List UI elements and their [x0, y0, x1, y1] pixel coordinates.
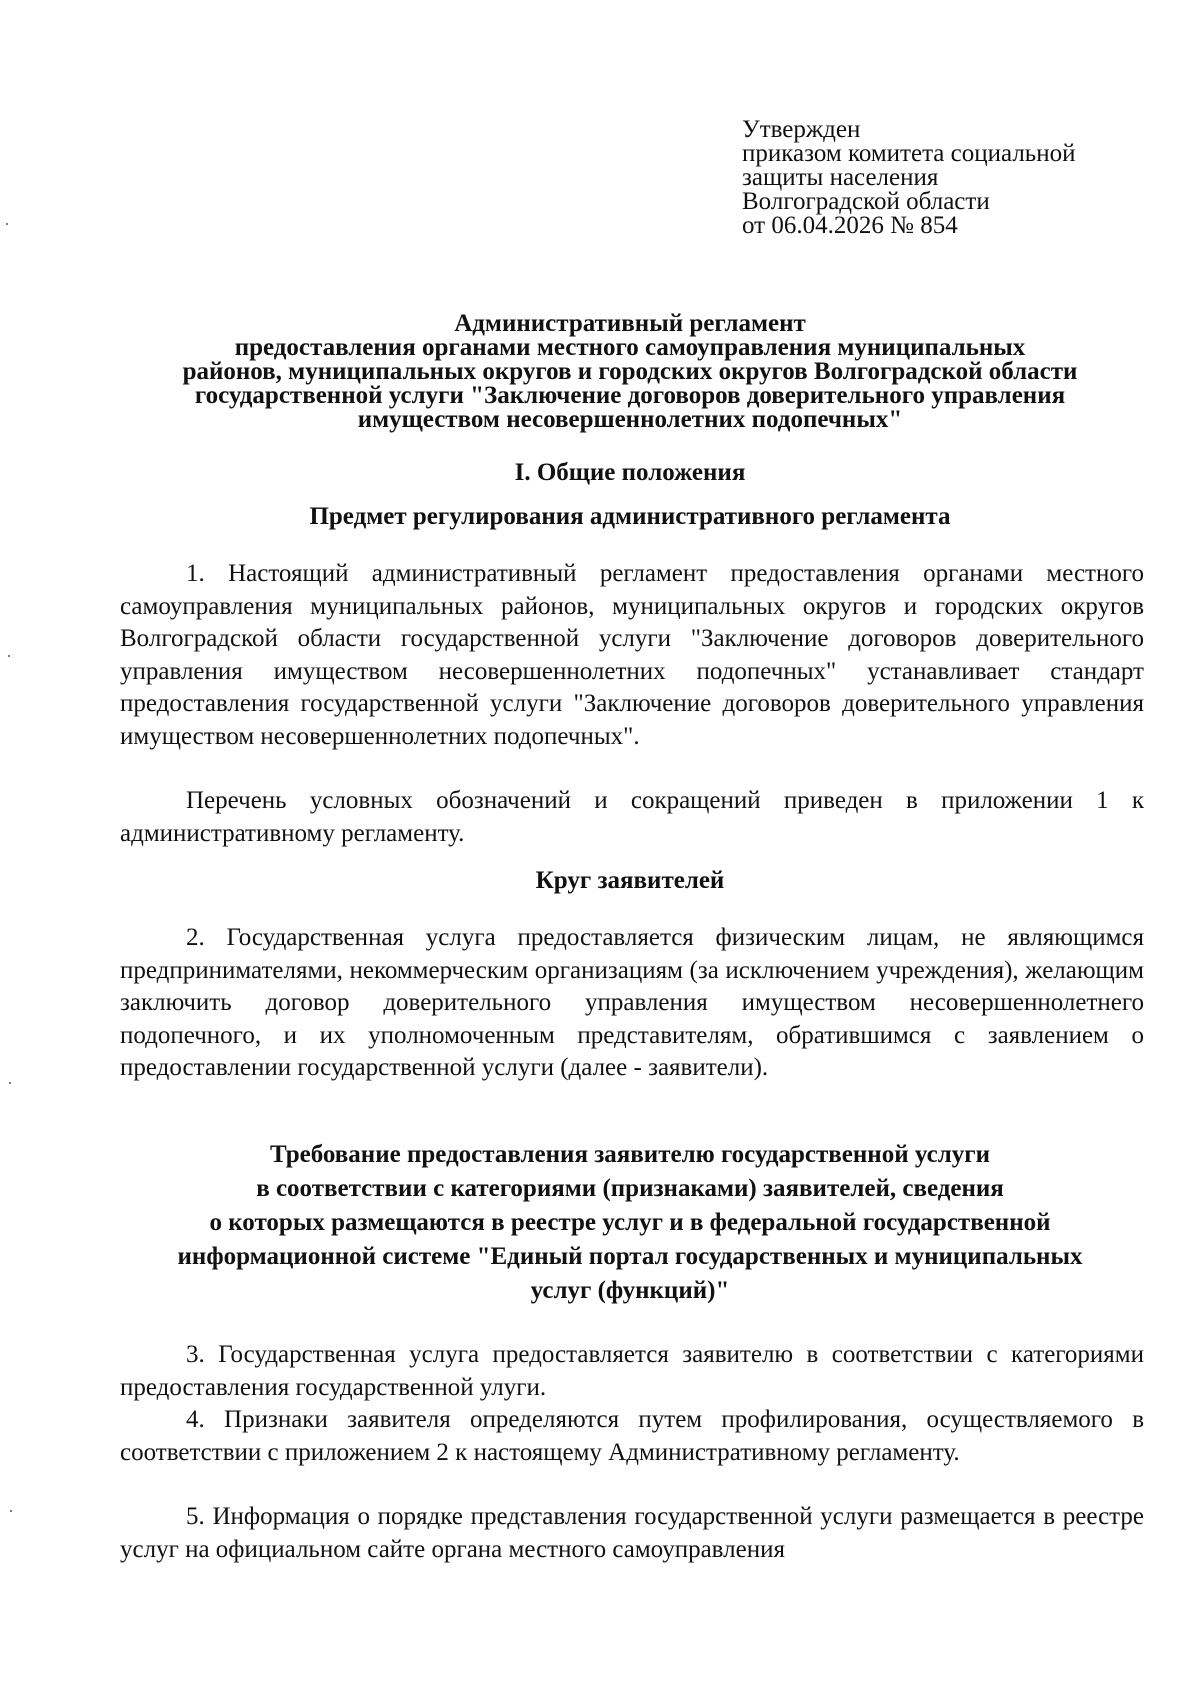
approval-date-line: от 06.04.2026 № 854 [742, 212, 958, 239]
section-heading-general: I. Общие положения [514, 459, 746, 486]
scan-speck [8, 655, 10, 657]
title-line: государственной услуги "Заключение договоров доверительного управления [194, 382, 1066, 409]
scan-speck [6, 223, 8, 225]
scan-speck [9, 1082, 11, 1084]
paragraph-1: 1. Настоящий административный регламент предоставления органами местного самоуправления муниципальных районов, муниципальных округов и городских округов Волгоградской области государственной услуги "Заключение договоров доверительного управления имуществом несовершеннолетних подопечных" устанавливает стандарт предоставления государственной услуги "Заключение договоров доверительного управления имуществом несовершеннолетних подопечных". [120, 560, 1144, 750]
requirement-heading-line: услуг (функций)" [530, 1277, 730, 1304]
requirement-heading-line: Требование предоставления заявителю государственной услуги [270, 1141, 990, 1168]
title-line: Административный регламент [454, 310, 806, 337]
approval-line: приказом комитета социальной [742, 140, 1076, 167]
approval-line: Утвержден [742, 116, 861, 143]
approval-stamp [742, 118, 1162, 238]
paragraph-5: 5. Информация о порядке представления государственной услуги размещается в реестре услуг на официальном сайте органа местного самоуправления [120, 1503, 1144, 1563]
approval-line: Волгоградской области [742, 188, 990, 215]
document-title [110, 312, 1150, 432]
subheading-applicants: Круг заявителей [535, 867, 725, 894]
title-line: имуществом несовершеннолетних подопечных" [357, 406, 903, 433]
requirement-heading-line: о которых размещаются в реестре услуг и в федеральной государственной [209, 1209, 1051, 1236]
title-line: районов, муниципальных округов и городских округов Волгоградской области [182, 358, 1078, 385]
approval-line: защиты населения [742, 164, 939, 191]
requirement-heading-line: в соответствии с категориями (признаками) заявителей, сведения [256, 1175, 1004, 1202]
requirement-heading-line: информационной системе "Единый портал государственных и муниципальных [177, 1243, 1083, 1270]
title-line: предоставления органами местного самоуправления муниципальных [234, 334, 1026, 361]
paragraph-4: 4. Признаки заявителя определяются путем профилирования, осуществляемого в соответствии с приложением 2 к настоящему Административному регламенту. [120, 1406, 1144, 1466]
paragraph-2: 2. Государственная услуга предоставляется физическим лицам, не являющимся предпринимателями, некоммерческим организациям (за исключением учреждения), желающим заключить договор доверительного управления имуществом несовершеннолетнего подопечного, и их уполномоченным представителям, обратившимся с заявлением о предоставлении государственной услуги (далее - заявители). [120, 924, 1144, 1081]
subheading-requirement [110, 1138, 1150, 1308]
subheading-regulation-subject: Предмет регулирования административного регламента [309, 503, 951, 530]
paragraph-3: 3. Государственная услуга предоставляется заявителю в соответствии с категориями предоставления государственной улуги. [120, 1341, 1144, 1401]
scan-speck [10, 1510, 12, 1512]
paragraph-abbreviations: Перечень условных обозначений и сокращений приведен в приложении 1 к административному регламенту. [120, 787, 1144, 847]
